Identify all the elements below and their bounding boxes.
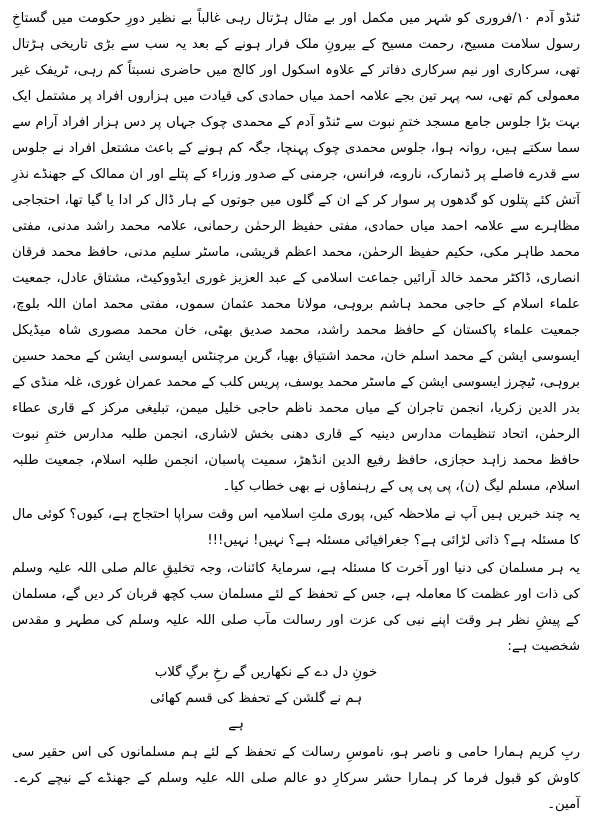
- prayer-paragraph: ربِ کریم ہمارا حامی و ناصر ہو، ناموسِ رسالت کے تحفظ کے لئے ہم مسلمانوں کی اس حقیر سی کاوش کو قبول فرما کر ہمارا حشر سرکارِ دو عالم صلی اللہ علیہ وسلم کے جھنڈے کے نیچے کرے۔ آمین۔: [12, 745, 580, 812]
- verse-line: ہے: [228, 717, 244, 732]
- verse-block: [12, 660, 580, 738]
- importance-paragraph: یہ ہر مسلمان کی دنیا اور آخرت کا مسئلہ ہے، سرمایۂ کائنات، وجہ تخلیقِ عالم صلی اللہ علیہ وسلم کی ذات اور عظمت کا معاملہ ہے، جس کے تحفظ کے لئے مسلمان سب کچھ قربان کر دیں گے، مسلمان کے پیشِ نظر ہر وقت اپنے نبی کی عزت اور رسالت مآب صلی اللہ علیہ وسلم کی مطہر و مقدس شخصیت ہے:: [12, 561, 580, 654]
- question-paragraph: یہ چند خبریں ہیں آپ نے ملاحظہ کیں، پوری ملتِ اسلامیہ اس وقت سراپا احتجاج ہے، کیوں؟ کوئی مال کا مسئلہ ہے؟ ذاتی لڑائی ہے؟ جغرافیائی مسئلہ ہے؟ نہیں! نہیں!!!: [12, 507, 580, 548]
- news-paragraph: ٹنڈو آدم ۱۰/فروری کو شہر میں مکمل اور بے مثال ہڑتال رہی غالباً بے نظیر دورِ حکومت میں گستاخِ رسول سلامت مسیح، رحمت مسیح کے بیرونِ ملک فرار ہونے کے بعد یہ سب سے بڑی تاریخی ہڑتال تھی، سرکاری اور نیم سرکاری دفاتر کے علاوہ اسکول اور کالج میں حاضری نسبتاً کم رہی، ٹریفک غیر معمولی کم تھی، سہ پہر تین بجے علامہ احمد میاں حمادی کی قیادت میں ہزاروں افراد پر مشتمل ایک بہت بڑا جلوس جامع مسجد ختمِ نبوت سے ٹنڈو آدم کے محمدی چوک جہاں پر دس ہزار افراد آرام سے سما سکتے ہیں، روانہ ہوا، جلوس محمدی چوک پہنچا، جگہ کم ہونے کے باعث مشتعل افراد نے جلوس سے قدرے فاصلے پر ڈنمارک، ناروے، فرانس، جرمنی کے صدور وزراء کے پتلے اور ان ممالک کے جھنڈے نذرِ آتش کئے پتلوں کو گدھوں پر سوار کر کے ان کے گلوں میں جوتوں کے ہار ڈال کر ادا یا گیا تھا، احتجاجی مظاہرے سے علامہ احمد میاں حمادی، مفتی حفیظ الرحمٰن رحمانی، علامہ محمد راشد مدنی، مفتی محمد طاہر مکی، حکیم حفیظ الرحمٰن، محمد اعظم قریشی، ماسٹر سلیم مدنی، حافظ محمد فرقان انصاری، ڈاکٹر محمد خالد آرائیں جماعت اسلامی کے عبد العزیز غوری ایڈووکیٹ، مشتاق عادل، جمعیت علماء اسلام کے حاجی محمد ہاشم بروہی، مولانا محمد عثمان سموں، مفتی محمد امان اللہ بلوچ، جمعیت علماء پاکستان کے حافظ محمد راشد، محمد صدیق بھٹی، خان محمد مصوری شاہ میڈیکل ایسوسی ایشن کے محمد اسلم خان، محمد اشتیاق بھیا، گرین مرچنٹس ایسوسی ایشن کے محمد حسین بروہی، ٹیچرز ایسوسی ایشن کے ماسٹر محمد یوسف، پریس کلب کے محمد عمران غوری، غلہ منڈی کے بدر الدین زکریا، انجمن تاجران کے میاں محمد ناظم حاجی خلیل میمن، تبلیغی مرکز کے قاری عطاء الرحمٰن، اتحاد تنظیمات مدارس دینیہ کے قاری دھنی بخش لاشاری، انجمن طلبہ مدارس ختمِ نبوت حافظ محمد زاہد حجازی، حافظ رفیع الدین انڈھڑ، سمیت پاسبان، انجمن طلبہ اسلام، جمعیت طلبہ اسلام، مسلم لیگ (ن)، پی پی پی کے رہنماؤں نے بھی خطاب کیا۔: [12, 11, 580, 494]
- verse-line: ہم نے گلشن کے تحفظ کی قسم کھائی: [150, 691, 362, 706]
- verse-line: خونِ دل دے کے نکھاریں گے رخِ برگِ گلاب: [154, 665, 378, 680]
